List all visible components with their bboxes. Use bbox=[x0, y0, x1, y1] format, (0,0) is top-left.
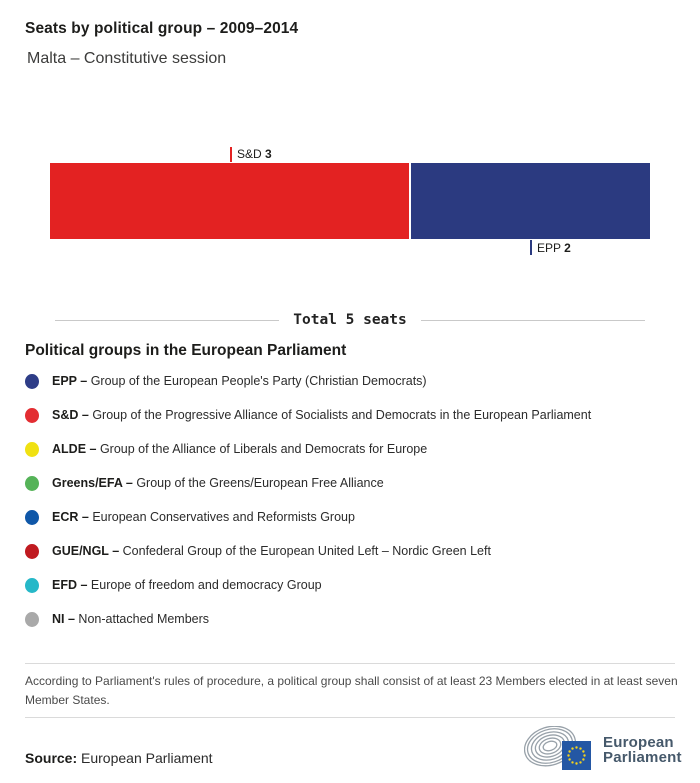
legend-item-alde bbox=[25, 432, 685, 466]
legend-label-alde bbox=[52, 442, 427, 456]
european-parliament-logo bbox=[524, 726, 682, 773]
legend-label-epp bbox=[52, 374, 427, 388]
legend-dot-efd bbox=[25, 578, 39, 593]
legend-abbr: Greens/EFA – bbox=[52, 476, 133, 490]
source-label: Source: bbox=[25, 750, 78, 766]
callout-group-name: S&D bbox=[237, 147, 262, 161]
source-line bbox=[25, 750, 213, 766]
legend-abbr: ECR – bbox=[52, 510, 89, 524]
legend-desc: Europe of freedom and democracy Group bbox=[90, 578, 322, 592]
legend-abbr: ALDE – bbox=[52, 442, 97, 456]
logo-line1: European bbox=[603, 733, 674, 751]
seats-bar-chart bbox=[50, 147, 650, 259]
legend-label-efd bbox=[52, 578, 322, 592]
legend-desc: Non-attached Members bbox=[78, 612, 210, 626]
total-rule-left bbox=[55, 320, 279, 321]
legend bbox=[25, 364, 685, 636]
legend-item-greens-efa bbox=[25, 466, 685, 500]
bar-segment-epp bbox=[411, 163, 650, 239]
eu-flag-icon bbox=[562, 741, 591, 770]
legend-item-ni bbox=[25, 602, 685, 636]
legend-dot-sd bbox=[25, 408, 39, 423]
legend-item-sd bbox=[25, 398, 685, 432]
legend-item-ecr bbox=[25, 500, 685, 534]
callout-label-sd bbox=[237, 147, 272, 161]
footnote-divider-top bbox=[25, 663, 675, 664]
logo-line2: Parliament bbox=[603, 748, 682, 766]
callout-tick-sd bbox=[230, 147, 232, 162]
bar-callout-epp bbox=[530, 240, 571, 256]
legend-desc: European Conservatives and Reformists Group bbox=[92, 510, 355, 524]
callout-tick-epp bbox=[530, 240, 532, 255]
legend-dot-ecr bbox=[25, 510, 39, 525]
legend-item-epp bbox=[25, 364, 685, 398]
legend-label-greens-efa bbox=[52, 476, 384, 490]
callout-label-epp bbox=[537, 240, 571, 256]
legend-dot-alde bbox=[25, 442, 39, 457]
bar-segment-sd bbox=[50, 163, 409, 239]
ep-hemicycle-icon bbox=[524, 726, 596, 773]
legend-abbr: NI – bbox=[52, 612, 75, 626]
bar-callout-sd bbox=[230, 147, 272, 163]
legend-label-ni bbox=[52, 612, 209, 626]
page-subtitle: Malta – Constitutive session bbox=[27, 50, 227, 67]
callout-seat-count: 2 bbox=[564, 241, 571, 255]
callout-seat-count: 3 bbox=[265, 147, 272, 161]
legend-dot-greens-efa bbox=[25, 476, 39, 491]
footnote-text: According to Parliament's rules of procedure, a political group shall consist of at least 23 Members elected in at least seven Member States. bbox=[25, 674, 678, 708]
legend-label-sd bbox=[52, 408, 591, 422]
legend-heading: Political groups in the European Parliament bbox=[25, 342, 347, 359]
legend-abbr: GUE/NGL – bbox=[52, 544, 120, 558]
legend-item-gue-ngl bbox=[25, 534, 685, 568]
legend-abbr: EFD – bbox=[52, 578, 88, 592]
page-title: Seats by political group – 2009–2014 bbox=[25, 20, 299, 37]
legend-item-efd bbox=[25, 568, 685, 602]
legend-abbr: EPP – bbox=[52, 374, 88, 388]
legend-desc: Group of the Alliance of Liberals and Democrats for Europe bbox=[99, 442, 428, 456]
stacked-bar bbox=[50, 163, 650, 239]
legend-dot-gue-ngl bbox=[25, 544, 39, 559]
total-seats-row bbox=[55, 312, 645, 328]
total-rule-right bbox=[421, 320, 645, 321]
legend-desc: Confederal Group of the European United Left – Nordic Green Left bbox=[122, 544, 491, 558]
legend-label-gue-ngl bbox=[52, 544, 491, 558]
legend-label-ecr bbox=[52, 510, 355, 524]
legend-desc: Group of the Progressive Alliance of Socialists and Democrats in the European Parliament bbox=[92, 408, 592, 422]
logo-wordmark bbox=[603, 735, 682, 765]
footnote-divider-bottom bbox=[25, 717, 675, 718]
source-value: European Parliament bbox=[81, 750, 213, 766]
legend-dot-ni bbox=[25, 612, 39, 627]
legend-dot-epp bbox=[25, 374, 39, 389]
total-seats-label: Total 5 seats bbox=[293, 312, 407, 328]
legend-desc: Group of the Greens/European Free Alliance bbox=[136, 476, 384, 490]
legend-abbr: S&D – bbox=[52, 408, 89, 422]
callout-group-name: EPP bbox=[537, 241, 561, 255]
legend-desc: Group of the European People's Party (Christian Democrats) bbox=[90, 374, 427, 388]
